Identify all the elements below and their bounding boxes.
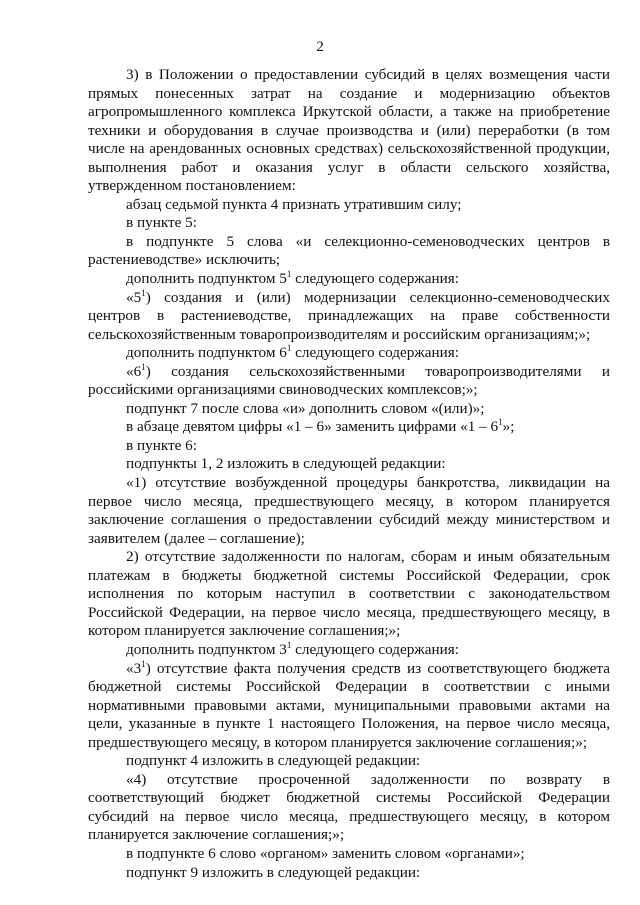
paragraph-text: ) создания сельскохозяйственными товаропроизводителями и российскими организациями свиноводческих комплексов;»; [88, 362, 610, 399]
paragraph-text: ) создания и (или) модернизации селекционно-семеноводческих центров в растениеводстве, принадлежащих на праве собственности сельскохозяйственным товаропроизводителям и российским организациям;»; [88, 288, 610, 343]
paragraph: в подпункте 5 слова «и селекционно-семеноводческих центров в растениеводстве» исключить; [88, 232, 610, 269]
paragraph [88, 418, 610, 437]
paragraph: в подпункте 6 слово «органом» заменить словом «органами»; [126, 844, 525, 862]
paragraph-text: дополнить подпунктом 3 [126, 640, 287, 658]
superscript: 1 [141, 658, 146, 669]
paragraph [88, 363, 610, 400]
paragraph-text: следующего содержания: [291, 640, 459, 658]
paragraph: подпункт 7 после слова «и» дополнить словом «(или)»; [126, 399, 485, 417]
page-number: 2 [316, 38, 324, 55]
paragraph: 2) отсутствие задолженности по налогам, сборам и иным обязательным платежам в бюджеты бюджетной системы Российской Федерации, срок исполнения по которым наступил в соответствии с законодательством Российской Федерации, на первое число месяца, предшествующего месяцу, в котором планируется заключение соглашения;»; [88, 548, 610, 640]
paragraph [88, 344, 610, 363]
superscript: 1 [286, 343, 292, 354]
paragraph: подпункты 1, 2 изложить в следующей редакции: [126, 455, 446, 473]
paragraph: в пункте 5: [126, 214, 197, 232]
paragraph: «1) отсутствие возбужденной процедуры банкротства, ликвидации на первое число месяца, предшествующего месяцу, в котором планируется заключение соглашения о предоставлении субсидий между министерством и заявителем (далее – соглашение); [88, 474, 610, 547]
paragraph-text: дополнить подпунктом 5 [126, 270, 287, 288]
paragraph-text: ) отсутствие факта получения средств из соответствующего бюджета бюджетной системы Российской Федерации в соответствии с иными нормативными правовыми актами, муниципальными правовыми актами на цели, указанные в пункте 1 настоящего Положения, на первое число месяца, предшествующего месяцу, в котором планируется заключение соглашения;»; [88, 659, 610, 751]
superscript: 1 [141, 287, 146, 298]
paragraph: 3) в Положении о предоставлении субсидий в целях возмещения части прямых понесенных затрат на создание и модернизацию объектов агропромышленного комплекса Иркутской области, а также на приобретение техники и оборудования в случае производства и (или) переработки (в том числе на арендованных основных средствах) сельскохозяйственной продукции, выполнения работ и оказания услуг в области сельского хозяйства, утвержденном постановлением: [88, 66, 610, 195]
paragraph-text: дополнить подпунктом 6 [126, 344, 287, 362]
superscript: 1 [286, 269, 292, 280]
paragraph-text: «5 [126, 288, 142, 306]
superscript: 1 [498, 417, 503, 428]
paragraph: «4) отсутствие просроченной задолженности по возврату в соответствующий бюджет бюджетной системы Российской Федерации субсидий на первое число месяца, предшествующего месяцу, в котором планируется заключение соглашения;»; [88, 770, 610, 844]
paragraph: подпункт 4 изложить в следующей редакции: [126, 752, 421, 770]
document-body [88, 66, 610, 882]
paragraph-text: следующего содержания: [291, 270, 459, 288]
paragraph-text: «3 [126, 659, 142, 677]
paragraph-text: «6 [126, 362, 142, 380]
paragraph-text: следующего содержания: [291, 344, 459, 362]
superscript: 1 [286, 639, 292, 650]
paragraph-text: »; [502, 418, 515, 436]
paragraph [88, 660, 610, 753]
paragraph [88, 289, 610, 345]
paragraph: в пункте 6: [126, 436, 197, 454]
paragraph [88, 270, 610, 289]
paragraph [88, 641, 610, 660]
paragraph: абзац седьмой пункта 4 признать утратившим силу; [126, 195, 462, 213]
superscript: 1 [141, 361, 146, 372]
paragraph-text: в абзаце девятом цифры «1 – 6» заменить цифрами «1 – 6 [126, 418, 499, 436]
paragraph: подпункт 9 изложить в следующей редакции: [126, 863, 421, 881]
